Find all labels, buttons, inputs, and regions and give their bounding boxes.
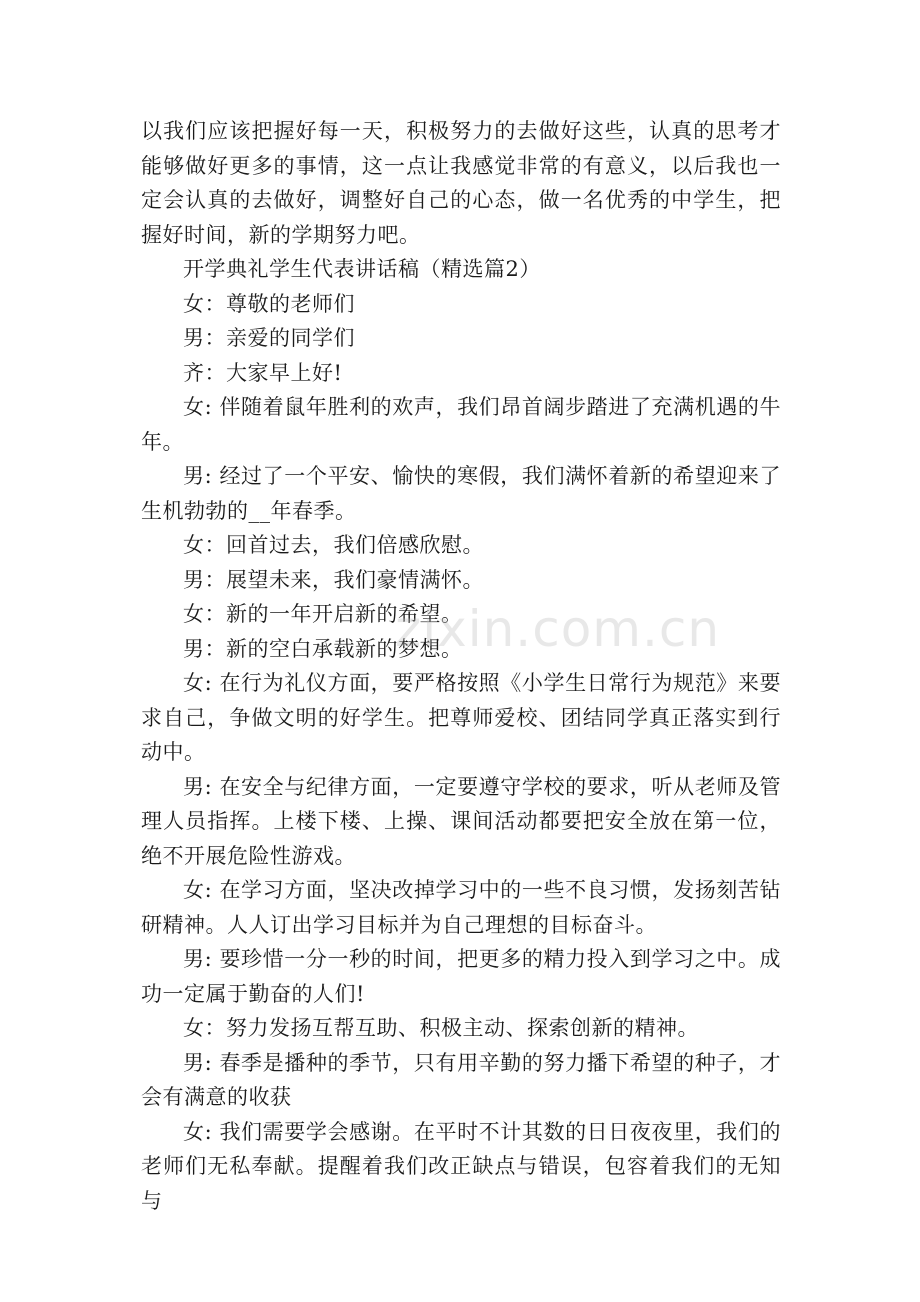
paragraph-9: 男：展望未来，我们豪情满怀。 <box>183 567 484 592</box>
paragraph-13: 男: 在安全与纪律方面，一定要遵守学校的要求，听从老师及管理人员指挥。上楼下楼、上操、课间活动都要把安全放在第一位，绝不开展危险性游戏。 <box>141 774 781 868</box>
paragraph-18: 女: 我们需要学会感谢。在平时不计其数的日日夜夜里，我们的老师们无私奉献。提醒着我们改正缺点与错误，包容着我们的无知与 <box>141 1119 781 1213</box>
paragraph-5: 齐：大家早上好! <box>183 360 343 385</box>
paragraph-16: 女：努力发扬互帮互助、积极主动、探索创新的精神。 <box>183 1016 699 1040</box>
paragraph-10: 女：新的一年开启新的希望。 <box>183 602 463 626</box>
paragraph-8: 女：回首过去，我们倍感欣慰。 <box>183 533 484 557</box>
document-body <box>141 114 781 1218</box>
paragraph-14: 女: 在学习方面，坚决改掉学习中的一些不良习惯，发扬刻苦钻研精神。人人订出学习目标并为自己理想的目标奋斗。 <box>141 878 781 937</box>
paragraph-7: 男: 经过了一个平安、愉快的寒假，我们满怀着新的希望迎来了生机勃勃的__年春季。 <box>141 464 781 523</box>
paragraph-1: 以我们应该把握好每一天，积极努力的去做好这些，认真的思考才能够做好更多的事情，这一点让我感觉非常的有意义，以后我也一定会认真的去做好，调整好自己的心态，做一名优秀的中学生，把握好时间，新的学期努力吧。 <box>141 119 781 247</box>
paragraph-11: 男：新的空白承载新的梦想。 <box>183 636 463 661</box>
paragraph-3: 女：尊敬的老师们 <box>183 291 355 316</box>
paragraph-17: 男: 春季是播种的季节，只有用辛勤的努力播下希望的种子，才会有满意的收获 <box>141 1050 781 1109</box>
paragraph-4: 男：亲爱的同学们 <box>183 326 355 350</box>
watermark: zixin.com.cn <box>395 600 721 658</box>
section-title: 开学典礼学生代表讲话稿（精选篇2） <box>183 257 541 281</box>
paragraph-12: 女: 在行为礼仪方面，要严格按照《小学生日常行为规范》来要求自己，争做文明的好学生。把尊师爱校、团结同学真正落实到行动中。 <box>141 671 781 764</box>
paragraph-6: 女: 伴随着鼠年胜利的欢声，我们昂首阔步踏进了充满机遇的牛年。 <box>141 395 781 454</box>
paragraph-15: 男: 要珍惜一分一秒的时间，把更多的精力投入到学习之中。成功一定属于勤奋的人们! <box>141 947 781 1006</box>
